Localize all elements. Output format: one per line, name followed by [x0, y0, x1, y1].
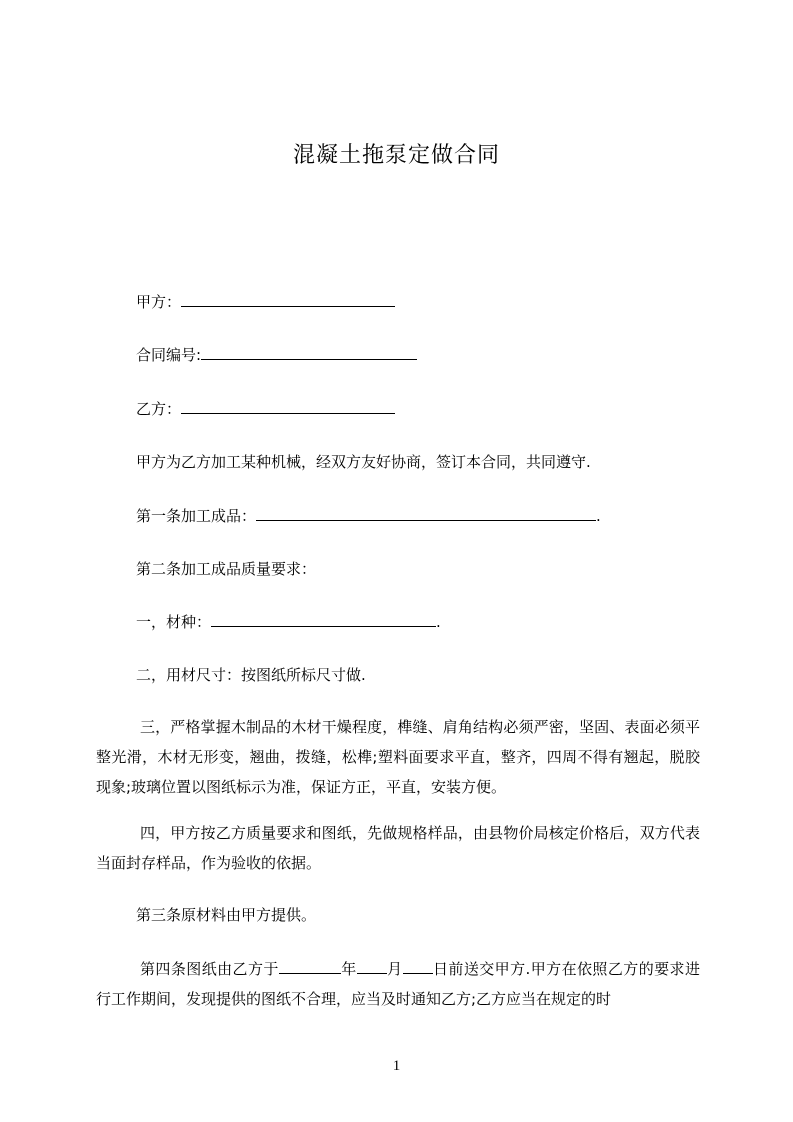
article-1-blank [256, 506, 596, 521]
article-3-text: 第三条原材料由甲方提供。 [136, 906, 317, 924]
item-1-label: 一，材种： [136, 613, 212, 631]
article-4-month: 月 [386, 960, 403, 978]
article-4-day-blank [403, 959, 433, 974]
item-1-line [136, 612, 441, 632]
contract-no-line [136, 345, 417, 365]
party-a-line [136, 292, 395, 312]
article-1-line [136, 506, 601, 526]
party-b-line [136, 399, 395, 419]
article-2-heading: 第二条加工成品质量要求： [136, 560, 317, 578]
party-a-label: 甲方： [136, 293, 182, 311]
item-1-blank [211, 612, 436, 627]
party-b-label: 乙方： [136, 400, 182, 418]
article-4-month-blank [357, 959, 387, 974]
article-1-end: . [596, 507, 601, 525]
item-3-paragraph: 三，严格掌握木制品的木材干燥程度，榫缝、肩角结构必须严密，坚固、表面必须平整光滑，木材无形变，翘曲，拨缝，松榫;塑料面要求平直，整齐，四周不得有翘起，脱胶现象;玻璃位置以图纸标示为准，保证方正，平直，安装方便。 [96, 718, 700, 796]
contract-no-label: 合同编号: [136, 346, 202, 364]
article-4-year: 年 [340, 960, 357, 978]
item-2-text: 二，用材尺寸：按图纸所标尺寸做. [136, 666, 366, 684]
party-b-blank [181, 399, 395, 414]
article-4-date-blank [279, 959, 341, 974]
article-4-part2: 日前送交甲方.甲方在依照乙方的要求进行工作期间，发现提供的图纸不合理，应当及时通知乙方;乙方应当在规定的时 [96, 960, 700, 1008]
page-title: 混凝土拖泵定做合同 [292, 143, 500, 168]
page-number: 1 [392, 1058, 401, 1074]
article-4-paragraph [96, 954, 700, 1014]
article-4-part1: 第四条图纸由乙方于 [140, 960, 279, 978]
article-1-label: 第一条加工成品： [136, 507, 257, 525]
party-a-blank [181, 292, 395, 307]
item-4-paragraph: 四，甲方按乙方质量要求和图纸，先做规格样品，由县物价局核定价格后，双方代表当面封存样品，作为验收的依据。 [96, 824, 700, 872]
intro-text: 甲方为乙方加工某种机械，经双方友好协商，签订本合同，共同遵守. [136, 453, 591, 471]
contract-no-blank [201, 345, 417, 360]
item-1-end: . [436, 613, 441, 631]
